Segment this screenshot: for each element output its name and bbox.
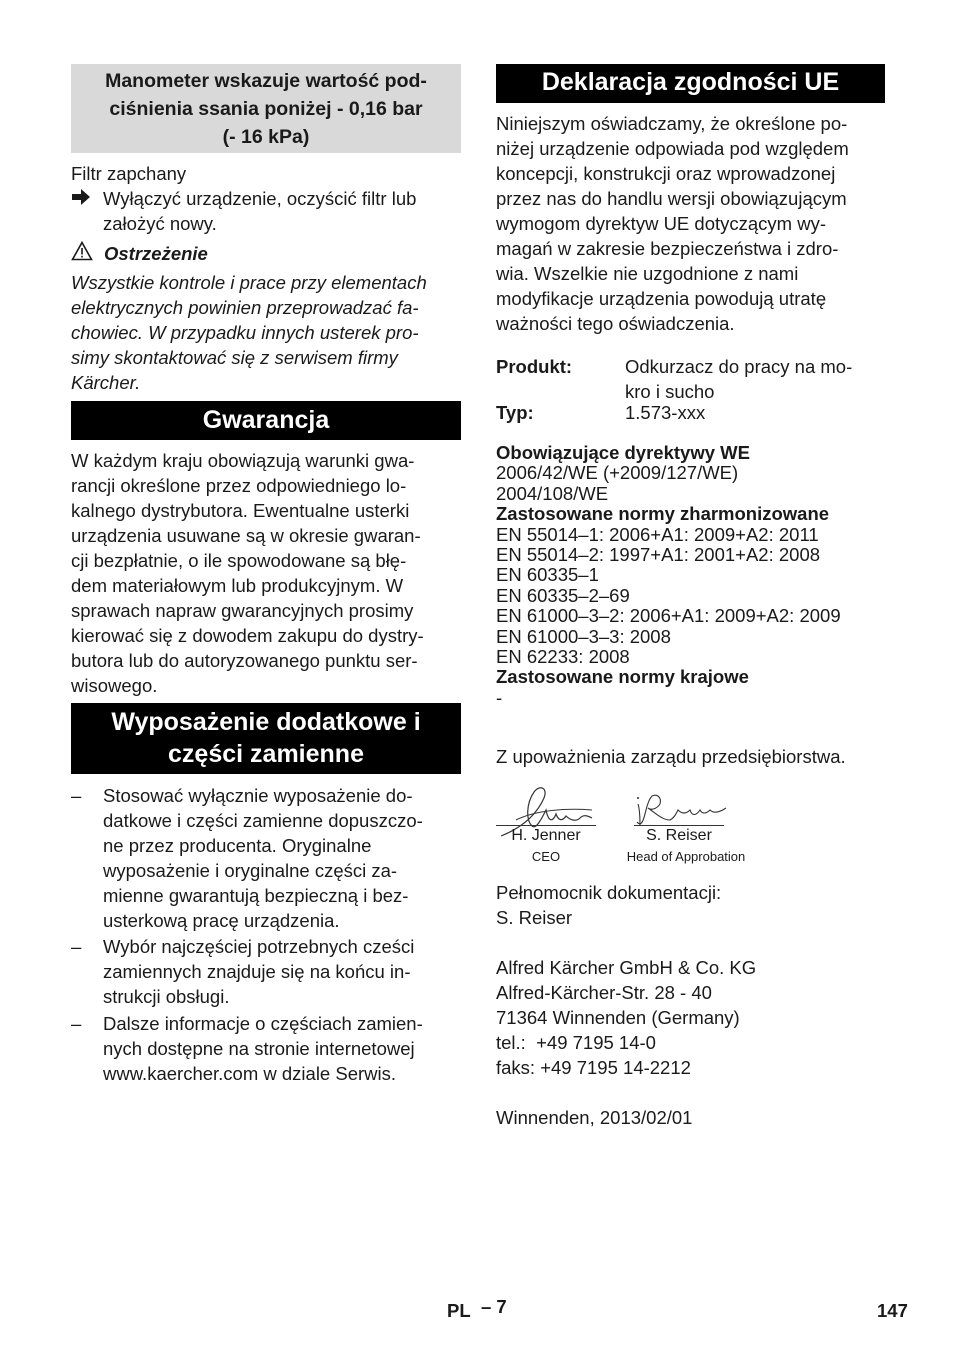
type-label: Typ: [496, 402, 534, 423]
company-address: Alfred Kärcher GmbH & Co. KG Alfred-Kärcher-Str. 28 - 40 71364 Winnenden (Germany) tel.: +49 7195 14-0 faks: +49 7195 14-2212 [496, 957, 757, 1078]
list-item: – Wybór najczęściej potrzebnych cześci zamiennych znajduje się na końcu in- strukcji obsługi. [71, 936, 415, 1007]
cause-text: Filtr zapchany [71, 163, 187, 184]
list-item: – Stosować wyłącznie wyposażenie do- datkowe i części zamienne dopuszczo- ne przez producenta. Oryginalne wyposażenie i oryginalne części za- mienne gwarantują bezpieczną i bez- usterkową pracę urządzenia. [71, 785, 423, 931]
footer-page-local: – 7 [481, 1296, 507, 1317]
arrow-right-icon [71, 186, 91, 214]
signer1-title: CEO [531, 849, 561, 864]
directives-block: Obowiązujące dyrektywy WE 2006/42/WE (+2009/127/WE) 2004/108/WE Zastosowane normy zharmonizowane EN 55014–1: 2006+A1: 2009+A2: 2011 EN 55014–2: 1997+A1: 2001+A2: 2008 EN 60335–1 EN 60335–2–69 EN 61000–3–2: 2006+A1: 2009+A2: 2009 EN 61000–3–3: 2008 EN 62233: 2008 Zastosowane normy krajowe - [496, 443, 896, 708]
accessories-heading: Wyposażenie dodatkowe i części zamienne [71, 703, 461, 774]
list-item: – Dalsze informacje o częściach zamien- nych dostępne na stronie internetowej www.kaercher.com w dziale Serwis. [71, 1013, 423, 1084]
authorization-text: Z upoważnienia zarządu przedsiębiorstwa. [496, 746, 846, 767]
doc-agent: Pełnomocnik dokumentacji: S. Reiser [496, 882, 722, 928]
place-date: Winnenden, 2013/02/01 [496, 1107, 693, 1128]
warning-triangle-icon [71, 241, 93, 267]
warranty-text: W każdym kraju obowiązują warunki gwa- rancji określone przez odpowiedniego lo- kalnego dystrybutora. Ewentualne usterki urządzenia usuwane są w okresie gwaran- cji bezpłatnie, o ile spowodowane są błę- dem materiałowym lub produkcyjnym. W sprawach napraw gwarancyjnych prosimy kierować się z dowodem zakupu do dystry- butora lub do autoryzowanego punktu ser- wisowego. [71, 450, 424, 696]
signature-block [496, 780, 756, 870]
warning-title: Ostrzeżenie [104, 243, 208, 264]
national-heading: Zastosowane normy krajowe [496, 666, 749, 688]
warning-label [71, 241, 208, 266]
signer2-name: S. Reiser [646, 827, 712, 844]
page-number: 147 [877, 1300, 908, 1321]
warranty-heading: Gwarancja [71, 401, 461, 440]
directives-heading: Obowiązujące dyrektywy WE [496, 442, 750, 463]
declaration-text: Niniejszym oświadczamy, że określone po- niżej urządzenie odpowiada pod względem koncepcji, konstrukcji oraz wprowadzonej przez nas do handlu wersji obowiązującym wymogom dyrektyw UE dotyczącym wy- magań w zakresie bezpieczeństwa i zdro- wia. Wszelkie nie uzgodnione z nami modyfikacje urządzenia powodują utratę ważności tego oświadczenia. [496, 113, 849, 334]
warning-text: Wszystkie kontrole i prace przy elementach elektrycznych powinien przeprowadzać fa- chowiec. W przypadku innych usterek pro- simy skontaktować się z serwisem firmy Kärcher. [71, 272, 427, 393]
type-value: 1.573-xxx [625, 402, 706, 423]
harmonized-heading: Zastosowane normy zharmonizowane [496, 503, 830, 525]
signer1-name: H. Jenner [511, 827, 581, 844]
product-label: Produkt: [496, 356, 573, 377]
remedy: Wyłączyć urządzenie, oczyścić filtr lub założyć nowy. [71, 186, 461, 236]
manometer-heading: Manometer wskazuje wartość pod- ciśnienia ssania poniżej - 0,16 bar (- 16 kPa) [71, 64, 461, 153]
signer2-title: Head of Approbation [626, 849, 746, 864]
declaration-heading: Deklaracja zgodności UE [496, 64, 885, 103]
product-value: Odkurzacz do pracy na mo- kro i sucho [625, 356, 853, 402]
footer-lang: PL [447, 1300, 471, 1321]
